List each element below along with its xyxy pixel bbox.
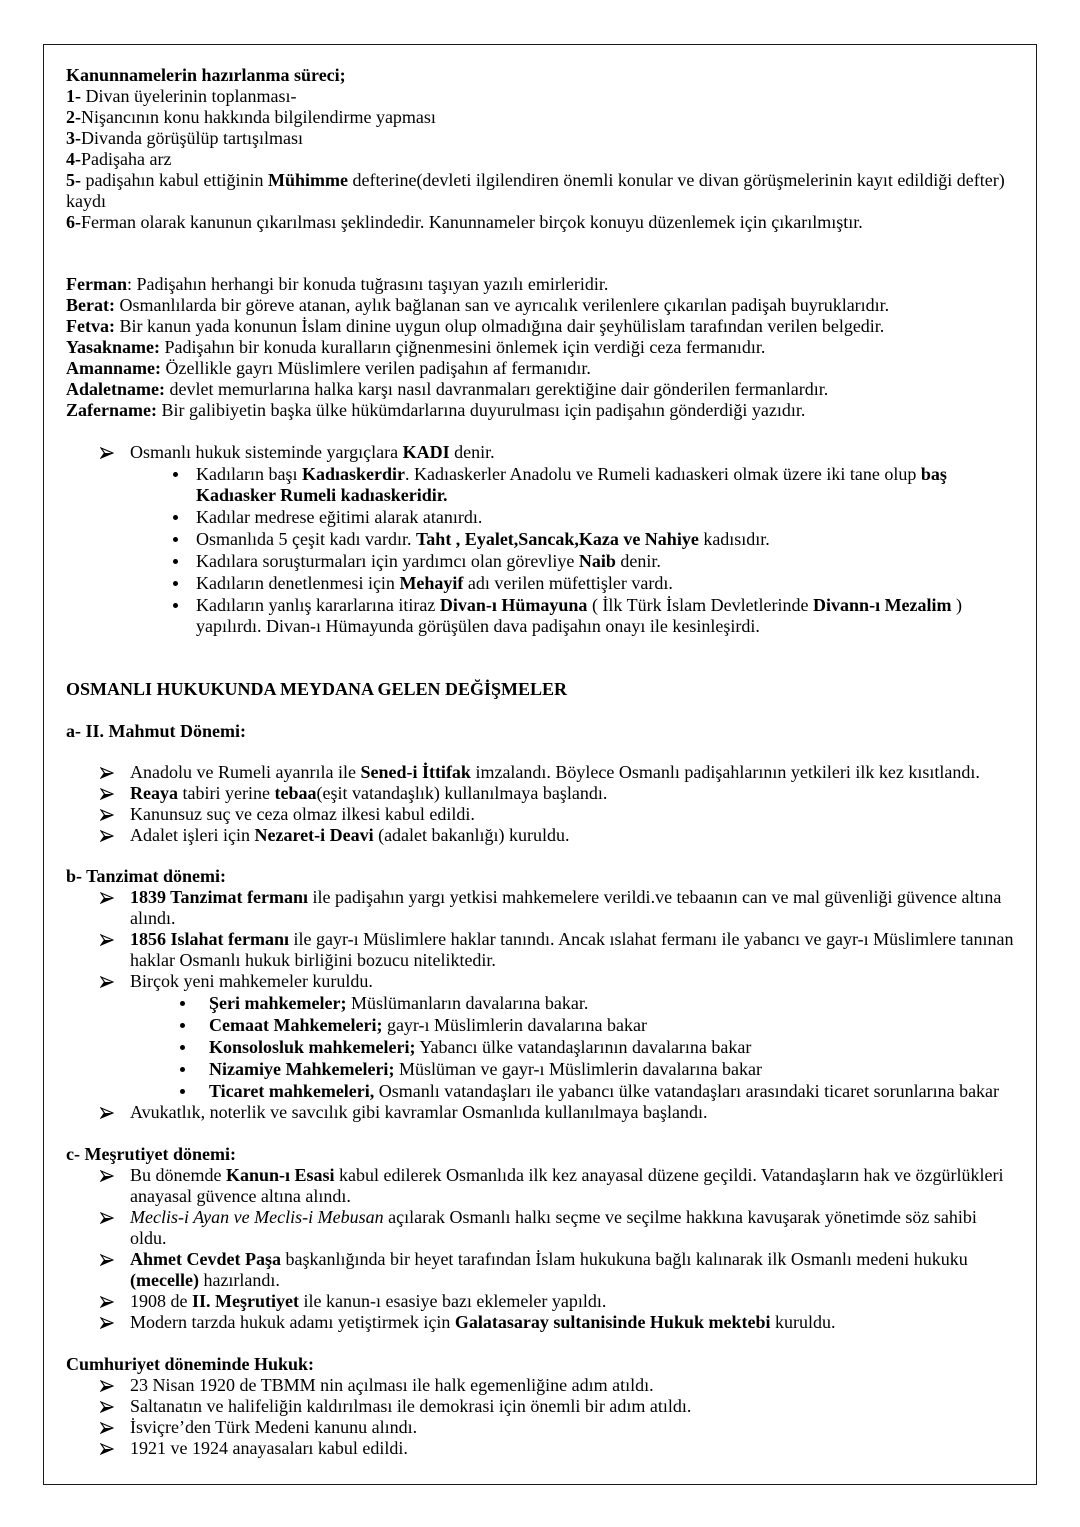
text-segment: İsviçre’den Türk Medeni kanunu alındı.: [130, 1417, 418, 1437]
text-segment: ile gayr-ı Müslimlere haklar tanındı. Ancak ıslahat fermanı ile yabancı ve gayr-ı Müslimlere tanınan haklar Osmanlı hukuk birliğini bozucu niteliktedir.: [130, 929, 1014, 970]
list-item-text: [130, 1417, 1016, 1438]
bold-term: baş Kadıasker Rumeli kadıaskeridir.: [196, 464, 947, 505]
bold-term: Nezaret-i Deavi: [254, 825, 374, 845]
list-item: [66, 825, 1016, 846]
definition-item: [66, 274, 1016, 295]
bold-term: Amanname:: [66, 358, 161, 378]
list-item: [66, 1291, 1016, 1312]
bold-term: Berat:: [66, 295, 115, 315]
sub-list-item: [130, 573, 1016, 594]
text-segment: 1921 ve 1924 anayasaları kabul edildi.: [130, 1438, 408, 1458]
list-item: [66, 1102, 1016, 1123]
list-item: [66, 1375, 1016, 1396]
mesrutiyet-period-list: [66, 1165, 1016, 1333]
text-segment: (adalet bakanlığı) kuruldu.: [373, 825, 570, 845]
bold-term: Kadıaskerdir: [301, 464, 405, 484]
text-segment: Kadılara soruşturmaları için yardımcı olan görevliye: [196, 551, 579, 571]
bold-term: Cemaat Mahkemeleri;: [209, 1015, 383, 1035]
text-segment: Yabancı ülke vatandaşlarının davalarına bakar: [415, 1037, 752, 1057]
text-segment: Nişancının konu hakkında bilgilendirme yapması: [81, 107, 436, 127]
sub-list-item-text: [209, 993, 1016, 1014]
bold-term: Galatasaray sultanisinde Hukuk mektebi: [454, 1312, 771, 1332]
process-title: Kanunnamelerin hazırlanma süreci;: [66, 65, 346, 85]
list-item-text: [130, 1207, 1016, 1249]
list-item: [66, 804, 1016, 825]
text-segment: . Kadıaskerler Anadolu ve Rumeli kadıaskeri olmak üzere iki tane olup: [405, 464, 921, 484]
text-segment: kadısıdır.: [698, 529, 770, 549]
sub-list-item-text: [196, 573, 1016, 594]
sub-list-item: [130, 551, 1016, 572]
text-segment: Müslüman ve gayr-ı Müslimlerin davalarına bakar: [394, 1059, 762, 1079]
arrowhead-bullet-icon: [100, 1254, 114, 1266]
list-item-text: [130, 1249, 1016, 1291]
process-step: [66, 86, 1016, 107]
bold-term: 1-: [66, 86, 81, 106]
bold-term: 1839 Tanzimat fermanı: [130, 887, 308, 907]
list-item-text: [130, 442, 1016, 463]
list-item: [66, 1438, 1016, 1459]
definitions-section: [66, 274, 1016, 421]
round-bullet-icon: [180, 1001, 185, 1006]
text-segment: Divan üyelerinin toplanması-: [81, 86, 297, 106]
round-bullet-icon: [173, 515, 178, 520]
text-segment: ) yapılırdı. Divan-ı Hümayunda görüşülen dava padişahın onayı ile kesinleşirdi.: [196, 595, 963, 636]
sub-list-item: [130, 464, 1016, 506]
kadi-section: [66, 442, 1016, 637]
sub-list: [130, 993, 1016, 1102]
text-segment: Anadolu ve Rumeli ayanrıla ile: [130, 762, 361, 782]
text-segment: (eşit vatandaşlık) kullanılmaya başlandı.: [316, 783, 608, 803]
text-segment: Adalet işleri için: [130, 825, 255, 845]
arrowhead-bullet-icon: [100, 1212, 114, 1224]
text-segment: Osmanlı hukuk sisteminde yargıçlara: [130, 442, 403, 462]
text-segment: Avukatlık, noterlik ve savcılık gibi kavramlar Osmanlıda kullanılmaya başlandı.: [130, 1102, 708, 1122]
text-segment: kuruldu.: [770, 1312, 836, 1332]
sub-list-item: [130, 595, 1016, 637]
sub-list-item-text: [196, 595, 1016, 637]
italic-text: Meclis-i Ayan ve Meclis-i Mebusan: [130, 1207, 384, 1227]
definition-item: [66, 337, 1016, 358]
text-segment: : Padişahın herhangi bir konuda tuğrasını taşıyan yazılı emirleridir.: [126, 274, 609, 294]
text-segment: Ferman olarak kanunun çıkarılması şeklindedir. Kanunnameler birçok konuyu düzenlemek için çıkarılmıştır.: [81, 212, 863, 232]
text-segment: Divanda görüşülüp tartışılması: [81, 128, 303, 148]
list-item: [66, 762, 1016, 783]
sub-list-item: [130, 1037, 1016, 1058]
text-segment: Kanunsuz suç ve ceza olmaz ilkesi kabul edildi.: [130, 804, 475, 824]
bold-term: 5-: [66, 170, 81, 190]
text-segment: 23 Nisan 1920 de TBMM nin açılması ile halk egemenliğine adım atıldı.: [130, 1375, 654, 1395]
bold-term: Mühimme: [267, 170, 348, 190]
list-item: [66, 442, 1016, 637]
list-item-text: [130, 762, 1016, 783]
text-segment: Saltanatın ve halifeliğin kaldırılması ile demokrasi için önemli bir adım atıldı.: [130, 1396, 692, 1416]
arrowhead-bullet-icon: [100, 447, 114, 459]
arrowhead-bullet-icon: [100, 892, 114, 904]
page-border-frame: [43, 44, 1037, 1485]
list-item: [66, 887, 1016, 929]
bold-term: Naib: [578, 551, 616, 571]
sub-list-item: [130, 993, 1016, 1014]
arrowhead-bullet-icon: [100, 1317, 114, 1329]
tanzimat-period-title: b- Tanzimat dönemi:: [66, 866, 227, 886]
round-bullet-icon: [173, 472, 178, 477]
arrowhead-bullet-icon: [100, 976, 114, 988]
sub-list-item-text: [196, 529, 1016, 550]
list-item: [66, 1207, 1016, 1249]
bold-term: Zafername:: [66, 400, 157, 420]
list-item-text: [130, 929, 1016, 971]
text-segment: adı verilen müfettişler vardı.: [463, 573, 673, 593]
sub-list-item: [130, 529, 1016, 550]
definition-item: [66, 400, 1016, 421]
bold-term: Kanun-ı Esasi: [226, 1165, 335, 1185]
sub-list-item-text: [196, 551, 1016, 572]
round-bullet-icon: [173, 581, 178, 586]
text-segment: denir.: [615, 551, 661, 571]
round-bullet-icon: [173, 559, 178, 564]
text-segment: defterine(devleti ilgilendiren önemli konular ve divan görüşmelerinin kayıt edildiği defter) kaydı: [66, 170, 1005, 211]
bold-term: KADI: [402, 442, 450, 462]
kanunname-process-section: [66, 65, 1016, 233]
arrowhead-bullet-icon: [100, 809, 114, 821]
text-segment: Padişahın bir konuda kuralların çiğnenmesini önlemek için verdiği ceza fermanıdır.: [160, 337, 766, 357]
list-item-text: [130, 1102, 1016, 1123]
list-item-text: [130, 1375, 1016, 1396]
round-bullet-icon: [180, 1089, 185, 1094]
bold-term: (mecelle): [130, 1270, 199, 1290]
bold-term: Divan-ı Hümayuna: [439, 595, 588, 615]
list-item-text: [130, 825, 1016, 846]
sub-list: [130, 464, 1016, 637]
text-segment: 1908 de: [130, 1291, 192, 1311]
text-segment: tabiri yerine: [178, 783, 275, 803]
bold-term: 6-: [66, 212, 81, 232]
list-item-text: [130, 783, 1016, 804]
definition-item: [66, 295, 1016, 316]
arrowhead-bullet-icon: [100, 1443, 114, 1455]
text-segment: Kadıların başı: [196, 464, 302, 484]
text-segment: Özellikle gayrı Müslimlere verilen padişahın af fermanıdır.: [161, 358, 591, 378]
round-bullet-icon: [180, 1023, 185, 1028]
list-item-text: [130, 1396, 1016, 1417]
bold-term: 1856 Islahat fermanı: [130, 929, 289, 949]
bold-term: II. Meşrutiyet: [192, 1291, 299, 1311]
text-segment: kabul edilerek Osmanlıda ilk kez anayasal düzene geçildi. Vatandaşların hak ve özgürlükleri anayasal güvence altına alındı.: [130, 1165, 1004, 1206]
bold-term: Reaya: [130, 783, 178, 803]
text-segment: ile kanun-ı esasiye bazı eklemeler yapıldı.: [298, 1291, 607, 1311]
sub-list-item-text: [209, 1015, 1016, 1036]
bold-term: Konsolosluk mahkemeleri;: [209, 1037, 416, 1057]
list-item-text: [130, 1312, 1016, 1333]
list-item-text: [130, 804, 1016, 825]
text-segment: Kadıların denetlenmesi için: [196, 573, 400, 593]
republic-period-list: [66, 1375, 1016, 1459]
process-step: [66, 128, 1016, 149]
mahmut-period-list: [66, 762, 1016, 846]
text-segment: Bu dönemde: [130, 1165, 226, 1185]
bold-term: Şeri mahkemeler;: [209, 993, 347, 1013]
text-segment: ( İlk Türk İslam Devletlerinde: [587, 595, 814, 615]
bold-term: Nizamiye Mahkemeleri;: [209, 1059, 395, 1079]
list-item: [66, 971, 1016, 1102]
round-bullet-icon: [180, 1067, 185, 1072]
text-segment: denir.: [449, 442, 495, 462]
arrowhead-bullet-icon: [100, 830, 114, 842]
arrowhead-bullet-icon: [100, 788, 114, 800]
list-item-text: [130, 1438, 1016, 1459]
text-segment: padişahın kabul ettiğinin: [81, 170, 268, 190]
process-steps: [66, 86, 1016, 233]
mahmut-period-title: a- II. Mahmut Dönemi:: [66, 721, 246, 741]
text-segment: gayr-ı Müslimlerin davalarına bakar: [382, 1015, 647, 1035]
text-segment: başkanlığında bir heyet tarafından İslam hukukuna bağlı kalınarak ilk Osmanlı medeni hukuku: [280, 1249, 968, 1269]
text-segment: hazırlandı.: [198, 1270, 280, 1290]
changes-heading: OSMANLI HUKUKUNDA MEYDANA GELEN DEĞİŞMELER: [66, 679, 568, 699]
list-item-text: [130, 971, 1016, 992]
text-segment: imzalandı. Böylece Osmanlı padişahlarının yetkileri ilk kez kısıtlandı.: [470, 762, 980, 782]
text-segment: Kadıların yanlış kararlarına itiraz: [196, 595, 440, 615]
arrowhead-bullet-icon: [100, 1380, 114, 1392]
mesrutiyet-period-title: c- Meşrutiyet dönemi:: [66, 1144, 236, 1164]
list-item: [66, 929, 1016, 971]
list-item: [66, 1396, 1016, 1417]
definition-item: [66, 358, 1016, 379]
process-step: [66, 212, 1016, 233]
text-segment: Müslümanların davalarına bakar.: [346, 993, 589, 1013]
text-segment: Osmanlı vatandaşları ile yabancı ülke vatandaşları arasındaki ticaret sorunlarına bakar: [374, 1081, 1000, 1101]
list-item: [66, 1312, 1016, 1333]
list-item-text: [130, 1291, 1016, 1312]
sub-list-item-text: [209, 1037, 1016, 1058]
process-step: [66, 170, 1016, 212]
list-item: [66, 1249, 1016, 1291]
bold-term: Mehayif: [399, 573, 464, 593]
arrowhead-bullet-icon: [100, 1422, 114, 1434]
list-item: [66, 783, 1016, 804]
sub-list-item: [130, 1015, 1016, 1036]
text-segment: Kadılar medrese eğitimi alarak atanırdı.: [196, 507, 483, 527]
process-step: [66, 107, 1016, 128]
arrowhead-bullet-icon: [100, 1401, 114, 1413]
sub-list-item-text: [196, 464, 1016, 506]
text-segment: açılarak Osmanlı halkı seçme ve seçilme hakkına kavuşarak yönetimde söz sahibi oldu.: [130, 1207, 977, 1248]
bold-term: Ahmet Cevdet Paşa: [130, 1249, 281, 1269]
arrowhead-bullet-icon: [100, 1170, 114, 1182]
list-item-text: [130, 1165, 1016, 1207]
bold-term: Ferman: [66, 274, 127, 294]
list-item: [66, 1417, 1016, 1438]
text-segment: ile padişahın yargı yetkisi mahkemelere verildi.ve tebaanın can ve mal güvenliği güvence altına alındı.: [130, 887, 1002, 928]
bold-term: Fetva:: [66, 316, 115, 336]
sub-list-item-text: [196, 507, 1016, 528]
bold-term: Divann-ı Mezalim: [813, 595, 952, 615]
text-segment: Bir kanun yada konunun İslam dinine uygun olup olmadığına dair şeyhülislam tarafından verilen belgedir.: [114, 316, 885, 336]
sub-list-item: [130, 1081, 1016, 1102]
bold-term: Taht , Eyalet,Sancak,Kaza ve Nahiye: [415, 529, 699, 549]
bold-term: 3-: [66, 128, 81, 148]
arrowhead-bullet-icon: [100, 767, 114, 779]
sub-list-item: [130, 1059, 1016, 1080]
round-bullet-icon: [180, 1045, 185, 1050]
text-segment: Padişaha arz: [81, 149, 172, 169]
round-bullet-icon: [173, 603, 178, 608]
list-item: [66, 1165, 1016, 1207]
bold-term: Sened-i İttifak: [360, 762, 471, 782]
sub-list-item: [130, 507, 1016, 528]
sub-list-item-text: [209, 1081, 1016, 1102]
sub-list-item-text: [209, 1059, 1016, 1080]
arrowhead-bullet-icon: [100, 1107, 114, 1119]
text-segment: Osmanlılarda bir göreve atanan, aylık bağlanan san ve ayrıcalık verilenlere çıkarılan padişah buyruklarıdır.: [114, 295, 890, 315]
text-segment: Osmanlıda 5 çeşit kadı vardır.: [196, 529, 416, 549]
bold-term: Yasakname:: [66, 337, 161, 357]
text-segment: Modern tarzda hukuk adamı yetiştirmek için: [130, 1312, 455, 1332]
bold-term: Adaletname:: [66, 379, 165, 399]
list-item-text: [130, 887, 1016, 929]
bold-term: 4-: [66, 149, 81, 169]
bold-term: tebaa: [274, 783, 317, 803]
text-segment: devlet memurlarına halka karşı nasıl davranmaları gerektiğine dair gönderilen fermanlardır.: [164, 379, 829, 399]
text-segment: Bir galibiyetin başka ülke hükümdarlarına duyurulması için padişahın gönderdiği yazıdır.: [156, 400, 806, 420]
text-segment: Birçok yeni mahkemeler kuruldu.: [130, 971, 373, 991]
republic-period-title: Cumhuriyet döneminde Hukuk:: [66, 1354, 315, 1374]
process-step: [66, 149, 1016, 170]
definition-item: [66, 316, 1016, 337]
bold-term: Ticaret mahkemeleri,: [209, 1081, 375, 1101]
definition-item: [66, 379, 1016, 400]
arrowhead-bullet-icon: [100, 934, 114, 946]
tanzimat-period-list: [66, 887, 1016, 1123]
bold-term: 2-: [66, 107, 81, 127]
round-bullet-icon: [173, 537, 178, 542]
arrowhead-bullet-icon: [100, 1296, 114, 1308]
